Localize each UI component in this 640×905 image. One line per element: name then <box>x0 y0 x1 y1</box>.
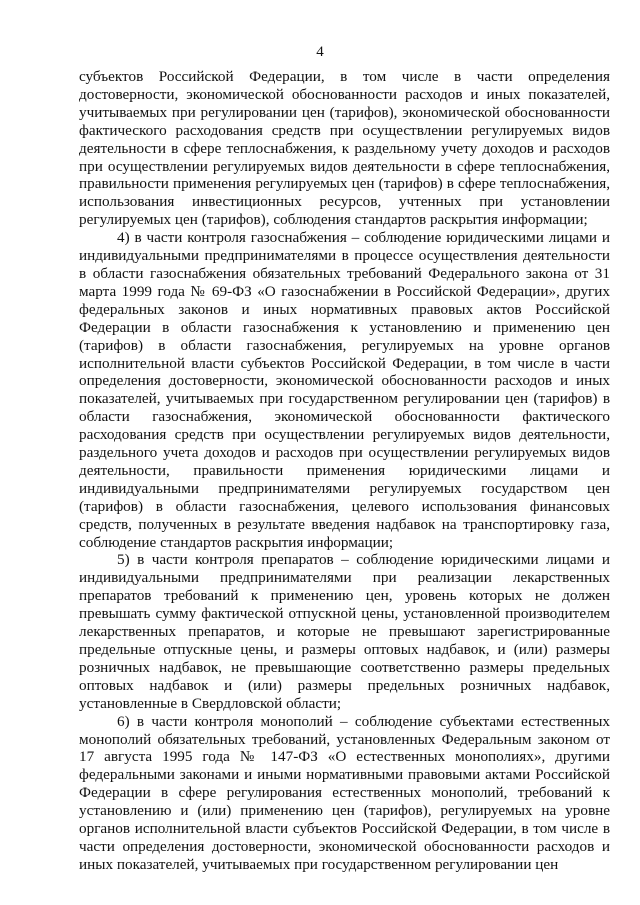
paragraph-drug-control: 5) в части контроля препаратов – соблюдение юридическими лицами и индивидуальными предпринимателями при реализации лекарственных препаратов требований к применению цен, уровень которых не должен превышать сумму фактической отпускной цены, установленной производителем лекарственных препаратов, и которые не превышают зарегистрированные предельные отпускные цены, и размеры оптовых надбавок, и (или) размеры розничных надбавок, не превышающие соответственно размеры предельных оптовых надбавок и (или) размеры предельных розничных надбавок, установленные в Свердловской области; <box>79 551 610 712</box>
paragraph-continuation: субъектов Российской Федерации, в том числе в части определения достоверности, экономической обоснованности расходов и иных показателей, учитываемых при регулировании цен (тарифов), экономической обоснованности фактического расходования средств при осуществлении регулируемых видов деятельности в сфере теплоснабжения, к раздельному учету доходов и расходов при осуществлении регулируемых видов деятельности в сфере теплоснабжения, правильности применения регулируемых цен (тарифов) в сфере теплоснабжения, использования инвестиционных ресурсов, учтенных при установлении регулируемых цен (тарифов), соблюдения стандартов раскрытия информации; <box>79 68 610 229</box>
paragraph-monopoly-control: 6) в части контроля монополий – соблюдение субъектами естественных монополий обязательных требований, установленных Федеральным законом от 17 августа 1995 года № 147-ФЗ «О естественных монополиях», другими федеральными законами и иными нормативными правовыми актами Российской Федерации в сфере регулирования естественных монополий, требований к установлению и (или) применению цен (тарифов), регулируемых на уровне органов исполнительной власти субъектов Российской Федерации, в том числе в части определения достоверности, экономической обоснованности расходов и иных показателей, учитываемых при государственном регулировании цен <box>79 712 610 873</box>
document-body <box>79 68 610 874</box>
paragraph-gas-supply-control: 4) в части контроля газоснабжения – соблюдение юридическими лицами и индивидуальными предпринимателями в процессе осуществления деятельности в области газоснабжения обязательных требований Федерального закона от 31 марта 1999 года № 69-ФЗ «О газоснабжении в Российской Федерации», других федеральных законов и иных нормативных правовых актов Российской Федерации в области газоснабжения к установлению и применению цен (тарифов) в области газоснабжения, регулируемых на уровне органов исполнительной власти субъектов Российской Федерации, в том числе в части определения достоверности, экономической обоснованности расходов и иных показателей, учитываемых при государственном регулировании цен (тарифов) в области газоснабжения, экономической обоснованности фактического расходования средств при осуществлении регулируемых видов деятельности, раздельного учета доходов и расходов при осуществлении регулируемых видов деятельности, правильности применения юридическими лицами и индивидуальными предпринимателями регулируемых государством цен (тарифов) в области газоснабжения, целевого использования финансовых средств, полученных в результате введения надбавок на транспортировку газа, соблюдение стандартов раскрытия информации; <box>79 229 610 551</box>
page-number: 4 <box>316 44 324 60</box>
